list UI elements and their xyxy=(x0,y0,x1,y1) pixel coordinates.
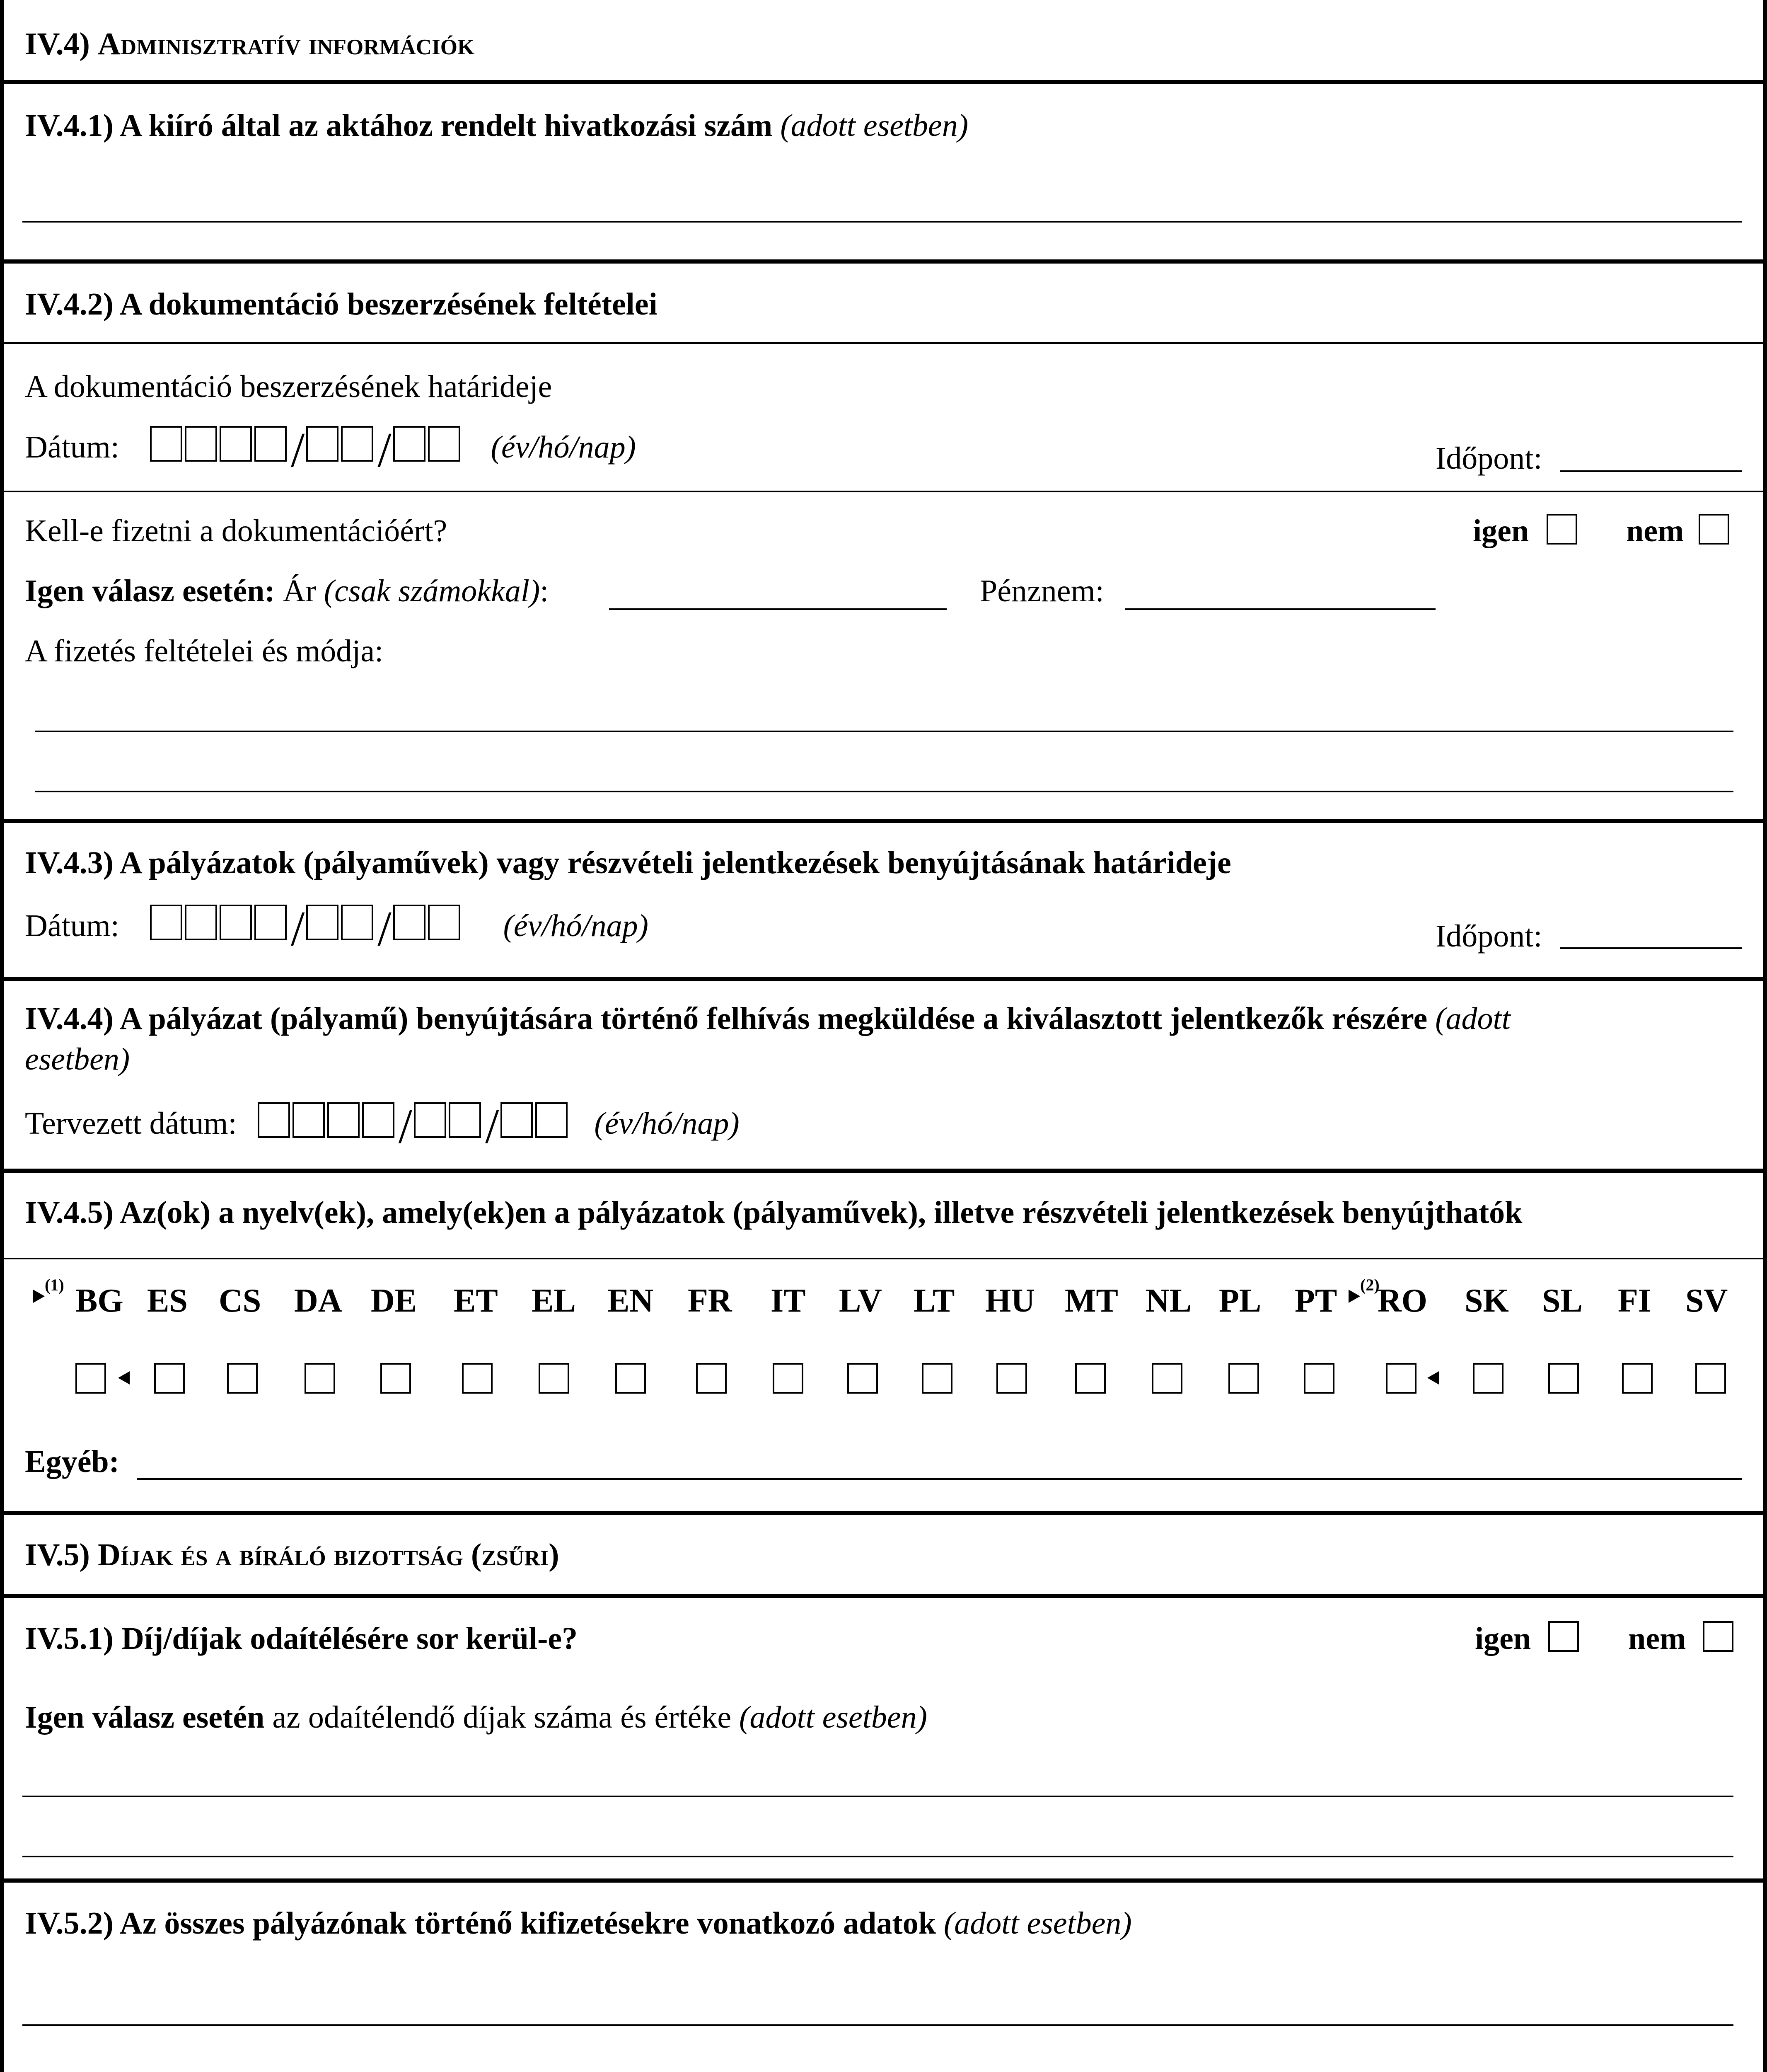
month-digit-box[interactable] xyxy=(341,426,373,462)
language-checkbox-sk[interactable] xyxy=(1473,1363,1504,1394)
day-digit-box[interactable] xyxy=(428,905,460,940)
language-label-ro: RO xyxy=(1378,1283,1427,1319)
invitation-title: IV.4.4) A pályázat (pályamű) benyújtására történő felhívás megküldése a kiválasztott jelentkezők részére xyxy=(25,1001,1428,1036)
year-digit-box[interactable] xyxy=(254,905,287,940)
section-title: Díjak és a bíráló bizottság (zsűri) xyxy=(97,1537,559,1572)
language-label-el: EL xyxy=(532,1283,576,1319)
footnote-marker-2: (2) xyxy=(1349,1277,1380,1308)
submission-deadline-title: IV.4.3) A pályázatok (pályaművek) vagy részvételi jelentkezések benyújtásának határideje xyxy=(25,845,1231,880)
footnote-marker-1: (1) xyxy=(33,1277,64,1308)
language-label-fr: FR xyxy=(688,1283,732,1319)
language-label-pt: PT xyxy=(1295,1283,1337,1319)
date-format-hint: (év/hó/nap) xyxy=(594,1106,740,1141)
language-checkbox-sv[interactable] xyxy=(1695,1363,1726,1394)
day-digit-box[interactable] xyxy=(393,426,425,462)
section-iv4-2-header xyxy=(4,259,1763,344)
payment-terms-field[interactable] xyxy=(35,791,1733,792)
reference-number-field[interactable] xyxy=(22,221,1742,223)
optional-note: (adott esetben) xyxy=(944,1906,1132,1941)
language-checkbox-it[interactable] xyxy=(773,1363,803,1394)
time-label: Időpont: xyxy=(1436,919,1542,954)
language-checkbox-fi[interactable] xyxy=(1622,1363,1653,1394)
payments-field[interactable] xyxy=(22,2024,1733,2026)
documentation-payment-block: Kell-e fizetni a dokumentációért? igen nem Igen válasz esetén: Ár (csak számokkal): Pénznem: A fizetés feltételei és módja: xyxy=(4,492,1763,823)
price-label: Ár xyxy=(283,574,316,608)
year-digit-box[interactable] xyxy=(292,1102,325,1138)
language-checkbox-sl[interactable] xyxy=(1548,1363,1579,1394)
month-digit-box[interactable] xyxy=(449,1102,481,1138)
prizes-no-checkbox[interactable] xyxy=(1703,1621,1733,1652)
payment-terms-field[interactable] xyxy=(35,731,1733,732)
documentation-date-row xyxy=(25,422,636,477)
language-checkbox-ro[interactable] xyxy=(1386,1363,1417,1394)
year-digit-box[interactable] xyxy=(150,905,182,940)
no-label: nem xyxy=(1628,1621,1686,1656)
language-label-cs: CS xyxy=(219,1283,261,1319)
day-digit-box[interactable] xyxy=(428,426,460,462)
section-iv4-3 xyxy=(4,819,1763,981)
language-checkbox-et[interactable] xyxy=(462,1363,493,1394)
language-checkbox-fr[interactable] xyxy=(696,1363,727,1394)
payment-question: Kell-e fizetni a dokumentációért? xyxy=(25,513,447,548)
language-label-fi: FI xyxy=(1618,1283,1651,1319)
date-format-hint: (év/hó/nap) xyxy=(503,908,648,943)
language-checkbox-cs[interactable] xyxy=(227,1363,258,1394)
language-label-en: EN xyxy=(607,1283,654,1319)
language-checkbox-el[interactable] xyxy=(539,1363,569,1394)
languages-block xyxy=(4,1259,1763,1515)
submission-date-row xyxy=(25,901,648,956)
language-checkbox-pt[interactable] xyxy=(1304,1363,1334,1394)
currency-field[interactable] xyxy=(1125,608,1436,610)
language-checkbox-bg[interactable] xyxy=(75,1363,106,1394)
language-label-lt: LT xyxy=(914,1283,955,1319)
planned-date-row xyxy=(25,1099,740,1154)
payment-no-checkbox[interactable] xyxy=(1699,514,1729,545)
section-iv5-1 xyxy=(4,1594,1763,1883)
prizes-description-label: az odaítélendő díjak száma és értéke xyxy=(264,1700,740,1735)
triangle-right-icon xyxy=(1349,1290,1360,1303)
section-number: IV.5) xyxy=(25,1537,98,1572)
language-label-de: DE xyxy=(371,1283,417,1319)
languages-title: IV.4.5) Az(ok) a nyelv(ek), amely(ek)en a pályázatok (pályaművek), illetve részvételi jelentkezések benyújthatók xyxy=(25,1195,1523,1230)
date-separator: / xyxy=(485,1099,499,1154)
year-digit-box[interactable] xyxy=(150,426,182,462)
time-field[interactable] xyxy=(1560,470,1742,472)
date-format-hint: (év/hó/nap) xyxy=(491,430,636,465)
year-digit-box[interactable] xyxy=(327,1102,360,1138)
language-label-et: ET xyxy=(454,1283,498,1319)
section-number: IV.4) xyxy=(25,27,98,61)
yes-label: igen xyxy=(1475,1621,1531,1656)
language-checkbox-lv[interactable] xyxy=(847,1363,878,1394)
price-field[interactable] xyxy=(609,608,947,610)
language-checkbox-hu[interactable] xyxy=(996,1363,1027,1394)
section-iv5-2 xyxy=(4,1878,1763,2072)
month-digit-box[interactable] xyxy=(341,905,373,940)
yes-label: igen xyxy=(1473,513,1529,548)
year-digit-box[interactable] xyxy=(185,905,217,940)
reference-number-title: IV.4.1) A kiíró által az aktához rendelt hivatkozási szám xyxy=(25,108,773,143)
year-digit-box[interactable] xyxy=(258,1102,290,1138)
section-iv5-header xyxy=(4,1511,1763,1598)
section-iv4-1 xyxy=(4,80,1763,264)
language-label-mt: MT xyxy=(1065,1283,1118,1319)
date-separator: / xyxy=(377,901,392,956)
language-label-hu: HU xyxy=(985,1283,1035,1319)
language-checkbox-nl[interactable] xyxy=(1152,1363,1182,1394)
optional-note: esetben) xyxy=(25,1042,130,1077)
language-checkbox-en[interactable] xyxy=(615,1363,646,1394)
language-checkbox-es[interactable] xyxy=(154,1363,185,1394)
language-label-da: DA xyxy=(294,1283,342,1319)
date-label: Dátum: xyxy=(25,430,119,465)
other-language-label: Egyéb: xyxy=(25,1444,119,1479)
triangle-left-icon xyxy=(1427,1371,1439,1385)
if-yes-label: Igen válasz esetén xyxy=(25,1700,265,1735)
documentation-conditions-title: IV.4.2) A dokumentáció beszerzésének feltételei xyxy=(25,287,657,322)
prizes-question: IV.5.1) Díj/díjak odaítélésére sor kerül-e? xyxy=(25,1621,578,1656)
price-note: (csak számokkal) xyxy=(324,574,540,608)
language-label-bg: BG xyxy=(75,1283,123,1319)
month-digit-box[interactable] xyxy=(414,1102,446,1138)
language-label-sv: SV xyxy=(1685,1283,1728,1319)
payment-yes-checkbox[interactable] xyxy=(1547,514,1577,545)
month-digit-box[interactable] xyxy=(306,905,338,940)
section-iv4-5-header xyxy=(4,1169,1763,1259)
documentation-deadline-label: A dokumentáció beszerzésének határideje xyxy=(25,369,552,404)
section-title: Adminisztratív információk xyxy=(97,27,475,61)
language-label-sl: SL xyxy=(1542,1283,1583,1319)
triangle-right-icon xyxy=(33,1290,45,1303)
time-field[interactable] xyxy=(1560,947,1742,949)
language-checkbox-mt[interactable] xyxy=(1075,1363,1106,1394)
day-digit-box[interactable] xyxy=(535,1102,568,1138)
year-digit-box[interactable] xyxy=(254,426,287,462)
language-label-it: IT xyxy=(771,1283,806,1319)
year-digit-box[interactable] xyxy=(220,905,252,940)
other-language-field[interactable] xyxy=(137,1478,1742,1480)
section-iv4-header xyxy=(4,0,1763,84)
year-digit-box[interactable] xyxy=(220,426,252,462)
time-label: Időpont: xyxy=(1436,441,1542,476)
payments-title: IV.5.2) Az összes pályázónak történő kifizetésekre vonatkozó adatok xyxy=(25,1906,936,1941)
date-separator: / xyxy=(398,1099,413,1154)
language-checkbox-de[interactable] xyxy=(380,1363,411,1394)
language-checkbox-da[interactable] xyxy=(305,1363,335,1394)
payment-terms-label: A fizetés feltételei és módja: xyxy=(25,634,384,668)
date-separator: / xyxy=(290,901,305,956)
language-label-nl: NL xyxy=(1146,1283,1192,1319)
language-label-sk: SK xyxy=(1465,1283,1509,1319)
section-iv4-4 xyxy=(4,977,1763,1173)
date-separator: / xyxy=(290,422,305,477)
planned-date-label: Tervezett dátum: xyxy=(25,1106,237,1141)
triangle-left-icon xyxy=(118,1371,130,1385)
language-label-pl: PL xyxy=(1219,1283,1262,1319)
language-checkbox-lt[interactable] xyxy=(922,1363,952,1394)
prizes-description-field[interactable] xyxy=(22,1856,1733,1857)
optional-note: (adott esetben) xyxy=(780,108,969,143)
prizes-description-field[interactable] xyxy=(22,1796,1733,1797)
month-digit-box[interactable] xyxy=(306,426,338,462)
documentation-deadline-block xyxy=(4,344,1763,492)
language-checkbox-pl[interactable] xyxy=(1228,1363,1259,1394)
optional-note: (adott xyxy=(1435,1001,1511,1036)
language-label-lv: LV xyxy=(839,1283,882,1319)
optional-note: (adott esetben) xyxy=(739,1700,927,1735)
date-separator: / xyxy=(377,422,392,477)
day-digit-box[interactable] xyxy=(500,1102,533,1138)
no-label: nem xyxy=(1626,513,1684,548)
if-yes-label: Igen válasz esetén: xyxy=(25,574,275,608)
prizes-yes-checkbox[interactable] xyxy=(1548,1621,1579,1652)
year-digit-box[interactable] xyxy=(362,1102,394,1138)
day-digit-box[interactable] xyxy=(393,905,425,940)
year-digit-box[interactable] xyxy=(185,426,217,462)
date-label: Dátum: xyxy=(25,908,119,943)
language-label-es: ES xyxy=(147,1283,188,1319)
currency-label: Pénznem: xyxy=(980,574,1104,608)
